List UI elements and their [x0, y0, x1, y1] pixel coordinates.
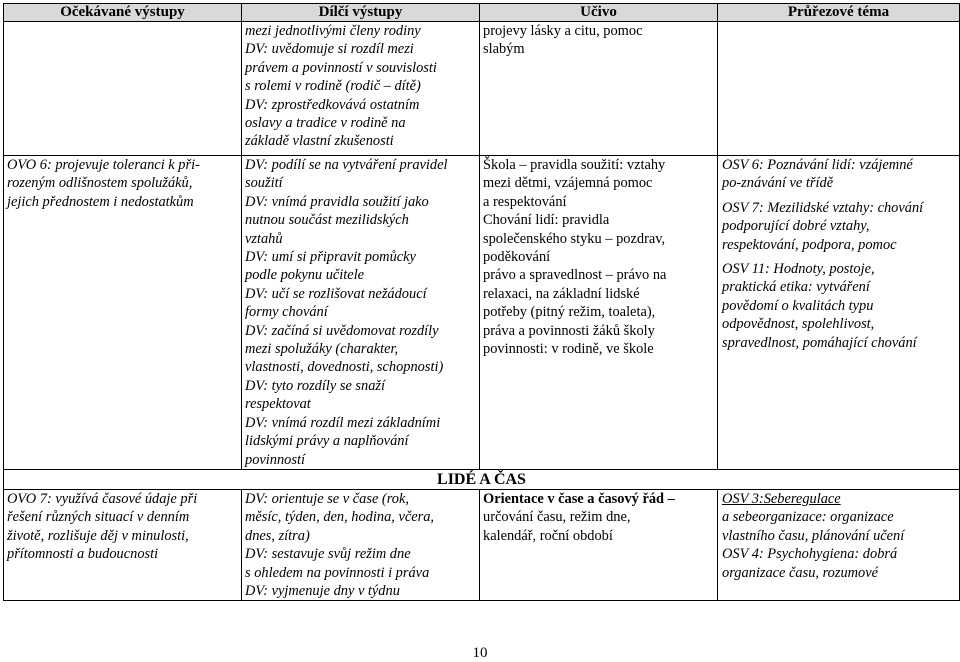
tema-line: OSV 4: Psychohygiena: dobrá [722, 546, 898, 563]
ocekavane-line: životě, rozlišuje děj v minulosti, [7, 527, 189, 544]
dilci-line: s rolemi v rodině (rodič – dítě) [245, 78, 421, 95]
dilci-line: vztahů [245, 230, 283, 247]
tema-line: po-znávání ve třídě [722, 175, 834, 192]
ucivo-line: mezi dětmi, vzájemná pomoc [483, 175, 653, 192]
dilci-line: formy chování [245, 304, 328, 321]
cell-dilci-ovo6 [242, 156, 480, 470]
ucivo-line: Škola – pravidla soužití: vztahy [483, 157, 666, 173]
tema-line: odpovědnost, spolehlivost, [722, 316, 875, 333]
ucivo-line: Chování lidí: pravidla [483, 212, 610, 229]
dilci-line: podle pokynu učitele [245, 267, 365, 284]
table-row-ovo6 [4, 156, 960, 470]
dilci-line: DV: učí se rozlišovat nežádoucí [245, 285, 427, 302]
ocekavane-line: přítomnosti a budoucnosti [7, 546, 159, 563]
dilci-line: s ohledem na povinnosti i práva [245, 564, 430, 581]
ucivo-line: společenského styku – pozdrav, [483, 230, 666, 247]
cell-tema-ovo6 [718, 156, 960, 470]
dilci-line: základě vlastní zkušenosti [245, 133, 394, 150]
tema-line: OSV 6: Poznávání lidí: vzájemné [722, 157, 913, 173]
ocekavane-line: rozeným odlišnostem spolužáků, [7, 175, 193, 192]
ucivo-line: a respektování [483, 193, 567, 210]
dilci-line: DV: vnímá rozdíl mezi základními [245, 414, 441, 431]
header-dilci-vystupy: Dílčí výstupy [242, 4, 480, 22]
tema-line: praktická etika: vytváření [722, 279, 870, 296]
header-ocekavane-vystupy: Očekávané výstupy [4, 4, 242, 22]
ocekavane-line: jejich přednostem i nedostatkům [7, 193, 194, 210]
tema-line: OSV 3:Seberegulace [722, 490, 841, 507]
ucivo-line: projevy lásky a citu, pomoc [483, 23, 643, 39]
cell-tema-ovo7 [718, 489, 960, 600]
cell-tema-1 [718, 22, 960, 156]
ocekavane-line: OVO 6: projevuje toleranci k při- [7, 157, 200, 173]
tema-line: OSV 7: Mezilidské vztahy: chování [722, 199, 924, 216]
dilci-line: DV: zprostředkovává ostatním [245, 96, 420, 113]
dilci-line: DV: vyjmenuje dny v týdnu [245, 582, 400, 599]
dilci-line: nutnou součást mezilidských [245, 212, 409, 229]
table-row-family [4, 22, 960, 156]
ucivo-line: slabým [483, 41, 525, 58]
ocekavane-line: řešení různých situací v denním [7, 509, 190, 526]
ucivo-line: právo a spravedlnost – právo na [483, 267, 667, 284]
header-row [4, 4, 960, 22]
dilci-line: DV: tyto rozdíly se snaží [245, 377, 386, 394]
ucivo-line: poděkování [483, 249, 551, 266]
section-row [4, 469, 960, 489]
tema-line: podporující dobré vztahy, [722, 218, 870, 235]
ucivo-line: relaxaci, na základní lidské [483, 285, 640, 302]
dilci-line: dnes, zítra) [245, 527, 310, 544]
dilci-line: DV: podílí se na vytváření pravidel [245, 157, 448, 173]
tema-line: OSV 11: Hodnoty, postoje, [722, 261, 875, 278]
section-title: LIDÉ A ČAS [4, 469, 960, 489]
dilci-line: lidskými právy a naplňování [245, 433, 409, 450]
curriculum-table [3, 3, 960, 601]
cell-ucivo-1 [480, 22, 718, 156]
ucivo-line: práva a povinnosti žáků školy [483, 322, 655, 339]
cell-ucivo-ovo6 [480, 156, 718, 470]
cell-dilci-1 [242, 22, 480, 156]
tema-line: organizace času, rozumové [722, 564, 879, 581]
ucivo-line: povinnosti: v rodině, ve škole [483, 341, 654, 358]
ucivo-line: kalendář, roční období [483, 527, 613, 544]
dilci-line: oslavy a tradice v rodině na [245, 115, 406, 132]
dilci-line: DV: uvědomuje si rozdíl mezi [245, 41, 414, 58]
ucivo-line: Orientace v čase a časový řád – [483, 490, 675, 507]
ucivo-line: potřeby (pitný režim, toaleta), [483, 304, 656, 321]
ucivo-line: určování času, režim dne, [483, 509, 631, 526]
table-row-ovo7 [4, 489, 960, 600]
dilci-line: DV: orientuje se v čase (rok, [245, 490, 409, 507]
tema-line: a sebeorganizace: organizace [722, 509, 894, 526]
dilci-line: DV: začíná si uvědomovat rozdíly [245, 322, 439, 339]
dilci-line: soužití [245, 175, 283, 192]
dilci-line: mezi spolužáky (charakter, [245, 341, 399, 358]
tema-line: vlastního času, plánování učení [722, 527, 905, 544]
cell-ocekavane-1 [4, 22, 242, 156]
dilci-line: DV: sestavuje svůj režim dne [245, 546, 411, 563]
cell-ucivo-ovo7 [480, 489, 718, 600]
ocekavane-line: OVO 7: využívá časové údaje při [7, 490, 198, 507]
tema-line: povědomí o kvalitách typu [722, 297, 874, 314]
cell-dilci-ovo7 [242, 489, 480, 600]
dilci-line: DV: vnímá pravidla soužití jako [245, 193, 429, 210]
tema-line: spravedlnost, pomáhající chování [722, 334, 917, 351]
cell-ocekavane-ovo7 [4, 489, 242, 600]
tema-line: respektování, podpora, pomoc [722, 236, 897, 253]
header-ucivo: Učivo [480, 4, 718, 22]
dilci-line: právem a povinností v souvislosti [245, 59, 437, 76]
page-number: 10 [472, 645, 488, 661]
dilci-line: měsíc, týden, den, hodina, včera, [245, 509, 435, 526]
header-prurezove-tema: Průřezové téma [718, 4, 960, 22]
dilci-line: DV: umí si připravit pomůcky [245, 249, 416, 266]
dilci-line: respektovat [245, 396, 311, 413]
dilci-line: mezi jednotlivými členy rodiny [245, 23, 421, 39]
dilci-line: povinností [245, 451, 305, 468]
dilci-line: vlastnosti, dovednosti, schopnosti) [245, 359, 444, 376]
cell-ocekavane-ovo6 [4, 156, 242, 470]
